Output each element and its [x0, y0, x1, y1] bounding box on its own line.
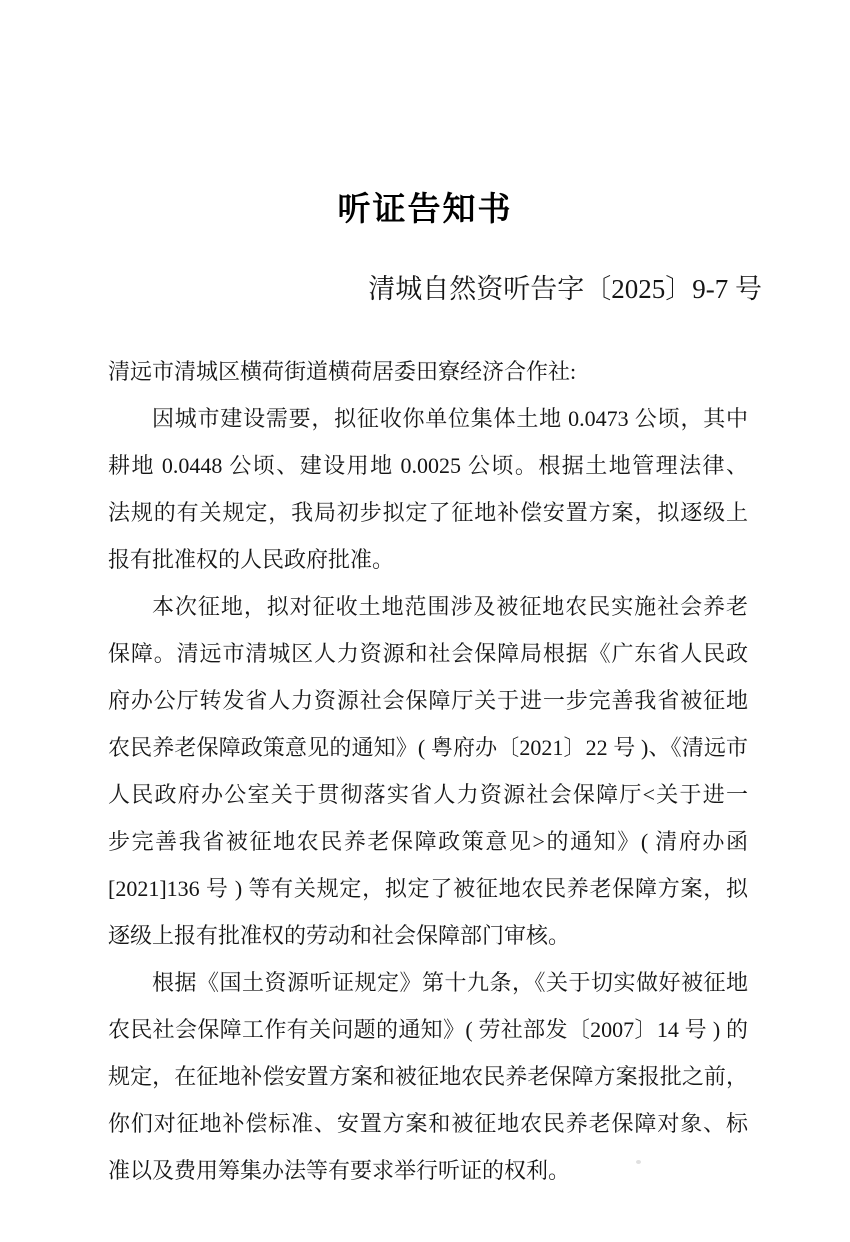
salutation-line: 清远市清城区横荷街道横荷居委田寮经济合作社: [108, 359, 577, 385]
paragraph [108, 583, 748, 959]
text-line: 府办公厅转发省人力资源社会保障厅关于进一步完善我省被征地 [108, 688, 748, 714]
text-line: 耕地 0.0448 公顷、建设用地 0.0025 公顷。根据土地管理法律、 [108, 453, 748, 479]
text-line: 保障。清远市清城区人力资源和社会保障局根据《广东省人民政 [108, 641, 748, 667]
text-line: 本次征地，拟对征收土地范围涉及被征地农民实施社会养老 [152, 594, 748, 620]
text-line: 规定，在征地补偿安置方案和被征地农民养老保障方案报批之前， [108, 1064, 748, 1090]
document-body [108, 348, 748, 1194]
text-line: 逐级上报有批准权的劳动和社会保障部门审核。 [108, 923, 571, 949]
document-number: 清城自然资听告字〔2025〕9-7 号 [368, 274, 762, 305]
text-line: 农民社会保障工作有关问题的通知》( 劳社部发〔2007〕14 号 ) 的 [108, 1017, 748, 1043]
text-line: 法规的有关规定，我局初步拟定了征地补偿安置方案，拟逐级上 [108, 500, 748, 526]
text-line: 你们对征地补偿标准、安置方案和被征地农民养老保障对象、标 [108, 1111, 748, 1137]
text-line: 人民政府办公室关于贯彻落实省人力资源社会保障厅<关于进一 [108, 782, 748, 808]
paragraph [108, 395, 748, 583]
scan-artifact [636, 1160, 641, 1164]
paragraph [108, 959, 748, 1194]
text-line: 报有批准权的人民政府批准。 [108, 547, 395, 573]
document-title: 听证告知书 [337, 190, 513, 228]
text-line: 准以及费用筹集办法等有要求举行听证的权利。 [108, 1158, 571, 1184]
text-line: 步完善我省被征地农民养老保障政策意见>的通知》( 清府办函 [108, 829, 748, 855]
text-line: 根据《国土资源听证规定》第十九条，《关于切实做好被征地 [152, 970, 748, 996]
text-line: [2021]136 号 ) 等有关规定，拟定了被征地农民养老保障方案，拟 [108, 876, 748, 902]
text-line: 农民养老保障政策意见的通知》( 粤府办〔2021〕22 号 )、《清远市 [108, 735, 748, 761]
text-line: 因城市建设需要，拟征收你单位集体土地 0.0473 公顷，其中 [152, 406, 748, 432]
